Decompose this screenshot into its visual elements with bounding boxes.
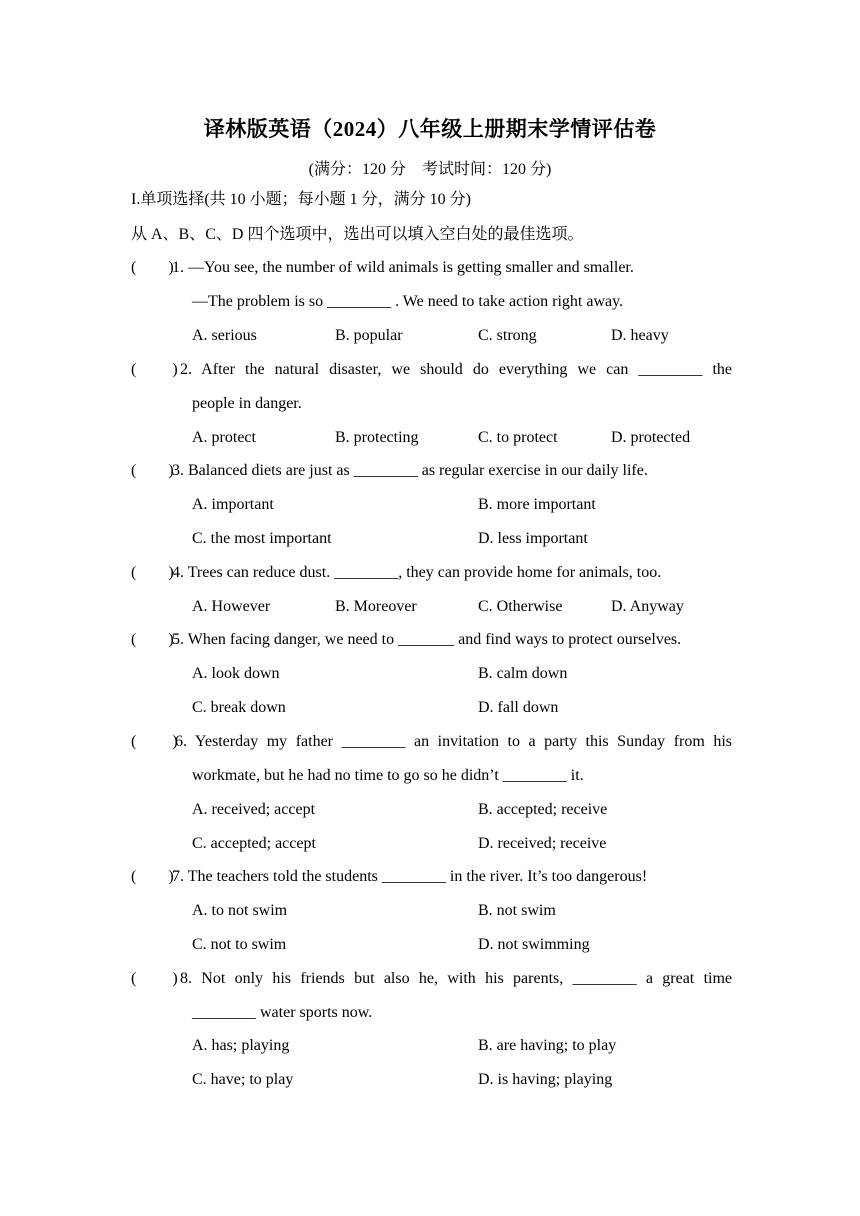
question-stem: 2. After the natural disaster, we should do everything we can ________ the [180,361,732,378]
option-c: C. strong [478,327,537,344]
option-c: C. accepted; accept [192,835,316,852]
option-d: D. Anyway [611,598,684,615]
answer-blank[interactable]: ( ) [131,868,174,885]
question-stem: 8. Not only his friends but also he, with his parents, ________ a great time [180,970,732,987]
section-heading: I.单项选择(共 10 小题；每小题 1 分，满分 10 分) [131,191,471,208]
option-a: A. received; accept [192,801,316,818]
option-c: C. not to swim [192,936,287,953]
page-subtitle: (满分：120 分 考试时间：120 分) [308,161,552,178]
answer-blank[interactable]: ( ) [131,259,174,276]
option-c: C. have; to play [192,1071,294,1088]
option-b: B. more important [478,496,596,513]
option-a: A. has; playing [192,1037,290,1054]
option-c: C. to protect [478,429,558,446]
question-continuation: ________ water sports now. [192,1004,373,1021]
answer-blank[interactable]: ( ) [131,733,178,750]
option-d: D. is having; playing [478,1071,613,1088]
option-b: B. popular [335,327,403,344]
option-a: A. look down [192,665,280,682]
answer-blank[interactable]: ( ) [131,970,178,987]
question-stem: 7. The teachers told the students ________ in the river. It’s too dangerous! [172,868,648,885]
option-c: C. break down [192,699,286,716]
option-b: B. accepted; receive [478,801,608,818]
option-b: B. protecting [335,429,419,446]
option-b: B. not swim [478,902,556,919]
answer-blank[interactable]: ( ) [131,361,178,378]
option-d: D. received; receive [478,835,607,852]
option-d: D. heavy [611,327,669,344]
answer-blank[interactable]: ( ) [131,564,174,581]
option-a: A. However [192,598,271,615]
answer-blank[interactable]: ( ) [131,631,174,648]
answer-blank[interactable]: ( ) [131,462,174,479]
option-d: D. less important [478,530,588,547]
question-continuation: workmate, but he had no time to go so he didn’t ________ it. [192,767,584,784]
question-stem: 6. Yesterday my father ________ an invitation to a party this Sunday from his [175,733,732,750]
option-d: D. fall down [478,699,559,716]
question-stem: 1. —You see, the number of wild animals is getting smaller and smaller. [172,259,634,276]
question-stem: 3. Balanced diets are just as ________ as regular exercise in our daily life. [172,462,648,479]
question-stem: 4. Trees can reduce dust. ________, they can provide home for animals, too. [172,564,662,581]
option-c: C. the most important [192,530,332,547]
question-continuation: —The problem is so ________ . We need to take action right away. [192,293,624,310]
option-d: D. protected [611,429,691,446]
option-b: B. calm down [478,665,568,682]
option-a: A. serious [192,327,257,344]
option-b: B. are having; to play [478,1037,617,1054]
page-title: 译林版英语（2024）八年级上册期末学情评估卷 [203,117,657,141]
option-b: B. Moreover [335,598,417,615]
option-a: A. protect [192,429,256,446]
option-c: C. Otherwise [478,598,563,615]
question-stem: 5. When facing danger, we need to _______ and find ways to protect ourselves. [172,631,682,648]
option-a: A. important [192,496,274,513]
option-a: A. to not swim [192,902,288,919]
question-continuation: people in danger. [192,395,302,412]
option-d: D. not swimming [478,936,590,953]
section-instruction: 从 A、B、C、D 四个选项中，选出可以填入空白处的最佳选项。 [131,226,584,243]
